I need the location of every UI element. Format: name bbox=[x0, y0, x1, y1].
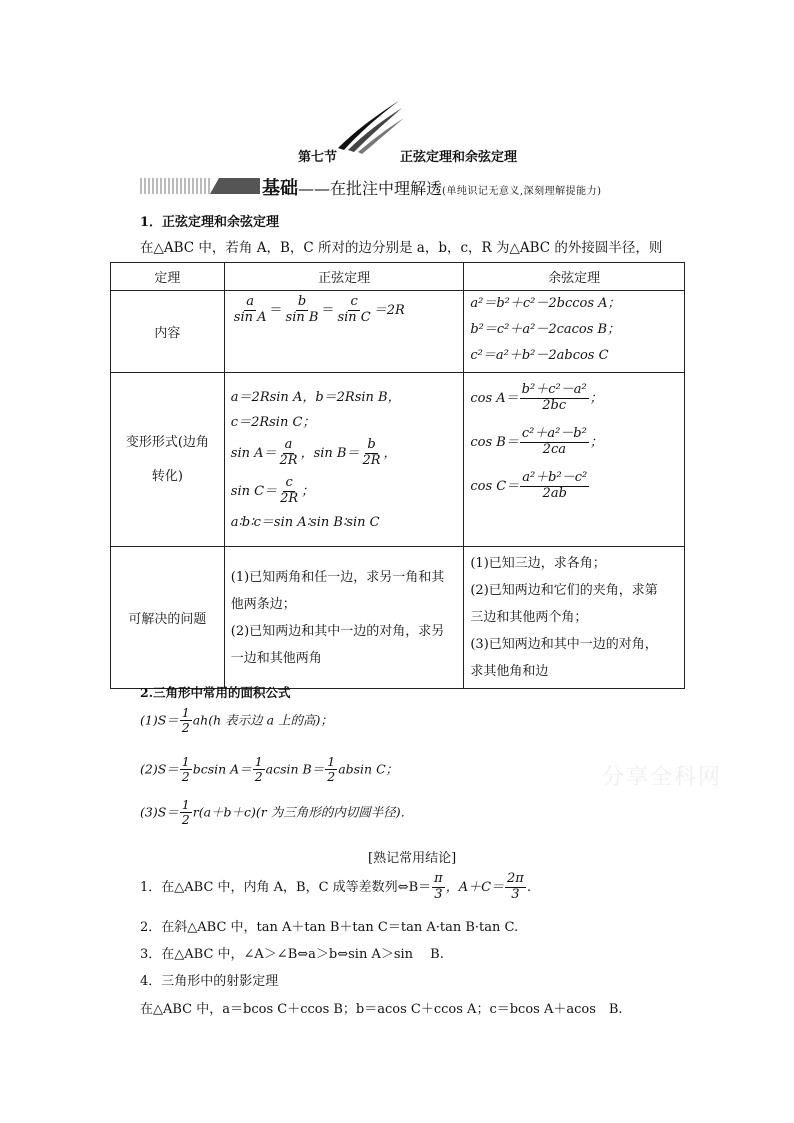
c1-mid: ，A＋C＝ bbox=[445, 879, 505, 895]
c1-post: . bbox=[526, 879, 531, 895]
sine-den-a: sin A bbox=[233, 309, 267, 325]
row-label-problems: 可解决的问题 bbox=[111, 547, 225, 689]
sine-form-4a: sin C＝ bbox=[230, 483, 278, 499]
conclusions-heading: [熟记常用结论] bbox=[368, 851, 457, 866]
swoosh-logo-icon bbox=[330, 96, 410, 156]
row-label-forms bbox=[111, 373, 225, 547]
section-1-heading: 1．正弦定理和余弦定理 bbox=[140, 215, 280, 230]
sine-form-3 bbox=[231, 435, 458, 473]
sine-law-cell bbox=[224, 291, 464, 373]
sine-forms-cell bbox=[224, 373, 464, 547]
sine-form-3c: ， bbox=[383, 445, 397, 461]
sine-form-3-den1: 2R bbox=[279, 452, 298, 468]
c1-num-2: 2π bbox=[507, 871, 524, 886]
eq-1: ＝ bbox=[269, 302, 283, 318]
cos-law-c: c²＝a²＋b²－2abcos C bbox=[470, 348, 609, 363]
sine-num-b: b bbox=[297, 294, 307, 309]
c1-den-1: 3 bbox=[434, 886, 443, 902]
f3-pre: (3)S＝ bbox=[140, 804, 179, 820]
sine-num-a: a bbox=[246, 294, 255, 309]
area-formula-2 bbox=[140, 755, 398, 785]
cosine-forms-cell bbox=[464, 373, 685, 547]
page-title: 正弦定理和余弦定理 bbox=[400, 150, 518, 165]
cos-problem-3b: 求其他角和边 bbox=[470, 664, 549, 679]
f2-num-3: 1 bbox=[327, 754, 336, 769]
banner-main: 基础 bbox=[262, 178, 298, 199]
sine-form-3-num1: a bbox=[284, 436, 293, 452]
sine-form-1: a＝2Rsin A，b＝2Rsin B， bbox=[230, 389, 401, 405]
cos-form-b-post: ； bbox=[589, 435, 603, 450]
area-formula-1 bbox=[140, 706, 333, 736]
sine-form-3a: sin A＝ bbox=[230, 445, 277, 461]
sine-problem-1: (1)已知两角和任一边，求另一角和其 bbox=[230, 569, 445, 585]
section-number: 第七节 bbox=[298, 150, 338, 165]
cos-form-a-num: b²＋c²－a² bbox=[521, 382, 587, 398]
conclusion-4: 4．三角形中的射影定理 bbox=[140, 974, 279, 989]
sine-problem-2b: 一边和其他两角 bbox=[230, 650, 322, 666]
sine-den-c: sin C bbox=[337, 309, 371, 325]
cos-form-c-pre: cos C＝ bbox=[470, 479, 520, 494]
row-label-forms-a: 变形形式(边角 bbox=[125, 434, 209, 450]
banner-note: (单纯识记无意义,深刻理解提能力) bbox=[442, 186, 602, 197]
cos-form-b bbox=[470, 421, 678, 465]
header-sine: 正弦定理 bbox=[224, 263, 464, 291]
watermark: 分享全科网 bbox=[602, 765, 723, 790]
f1-pre: (1)S＝ bbox=[140, 712, 179, 728]
cos-problem-1: (1)已知三边，求各角； bbox=[470, 556, 606, 571]
f2-num-2: 1 bbox=[254, 754, 263, 769]
f2-den-3: 2 bbox=[327, 769, 336, 785]
f1-num: 1 bbox=[181, 705, 190, 720]
cos-problem-3: (3)已知两边和其中一边的对角， bbox=[470, 637, 658, 652]
conclusion-5: 在△ABC 中，a＝bcos C＋ccos B；b＝acos C＋ccos A；c＝bcos A＋acos B. bbox=[140, 1002, 623, 1017]
sine-form-4-num: c bbox=[285, 474, 293, 490]
cos-law-b: b²＝c²＋a²－2cacos B； bbox=[470, 322, 621, 337]
cos-form-a-pre: cos A＝ bbox=[470, 391, 519, 406]
sine-form-4b: ； bbox=[301, 483, 315, 499]
sine-problem-1b: 他两条边； bbox=[230, 596, 296, 612]
table-header-row bbox=[111, 263, 685, 291]
cos-form-b-num: c²＋a²－b² bbox=[521, 426, 587, 442]
row-label-content: 内容 bbox=[111, 291, 225, 373]
table-row-problems bbox=[111, 547, 685, 689]
banner-dots bbox=[140, 178, 212, 194]
sine-problem-2: (2)已知两边和其中一边的对角，求另 bbox=[230, 623, 445, 639]
sine-form-3-num2: b bbox=[367, 436, 376, 452]
cos-form-b-pre: cos B＝ bbox=[470, 435, 519, 450]
conclusion-1 bbox=[140, 872, 531, 903]
cos-form-a-post: ； bbox=[589, 391, 603, 406]
f1-post: ah(h 表示边 a 上的高)； bbox=[192, 712, 333, 728]
cos-form-c-num: a²＋b²－c² bbox=[522, 470, 588, 486]
sine-form-3b: ，sin B＝ bbox=[300, 445, 360, 461]
banner-sub: 在批注中理解透 bbox=[330, 179, 443, 198]
f2-post: absin C； bbox=[338, 761, 399, 777]
c1-num-1: π bbox=[434, 871, 443, 886]
f2-mid-2: acsin B＝ bbox=[265, 761, 325, 777]
banner-bar bbox=[210, 178, 260, 194]
theorem-table bbox=[110, 262, 685, 689]
sine-form-3-den2: 2R bbox=[362, 452, 381, 468]
cos-problems-cell bbox=[464, 547, 685, 689]
area-formula-3 bbox=[140, 798, 413, 828]
section-2-heading: 2.三角形中常用的面积公式 bbox=[140, 685, 291, 700]
cos-form-a bbox=[470, 377, 678, 421]
sine-form-2: c＝2Rsin C； bbox=[230, 414, 316, 430]
cos-law-a: a²＝b²＋c²－2bccos A； bbox=[470, 296, 621, 311]
table-row-forms bbox=[111, 373, 685, 547]
conclusion-2: 2．在斜△ABC 中，tan A＋tan B＋tan C＝tan A·tan B·tan C. bbox=[140, 920, 519, 935]
cos-problem-2: (2)已知两边和它们的夹角，求第 bbox=[470, 583, 658, 598]
row-label-forms-b: 转化) bbox=[151, 468, 183, 484]
sine-form-4 bbox=[231, 473, 458, 511]
header-theorem: 定理 bbox=[111, 263, 225, 291]
cosine-law-cell bbox=[464, 291, 685, 373]
eq-2r: ＝2R bbox=[373, 302, 405, 318]
f1-den: 2 bbox=[181, 720, 190, 736]
f2-den-1: 2 bbox=[181, 769, 190, 785]
f3-den: 2 bbox=[181, 812, 190, 828]
eq-2: ＝ bbox=[321, 302, 335, 318]
sine-den-b: sin B bbox=[285, 309, 319, 325]
cos-form-b-den: 2ca bbox=[542, 442, 566, 457]
f2-den-2: 2 bbox=[254, 769, 263, 785]
f2-num-1: 1 bbox=[181, 754, 190, 769]
f2-mid-1: bcsin A＝ bbox=[192, 761, 252, 777]
sine-problems-cell bbox=[224, 547, 464, 689]
c1-pre: 1．在△ABC 中，内角 A，B，C 成等差数列⇔B＝ bbox=[140, 879, 432, 895]
banner-dash: —— bbox=[298, 179, 330, 198]
banner bbox=[262, 174, 602, 200]
header-cosine: 余弦定理 bbox=[464, 263, 685, 291]
cos-problem-2b: 三边和其他两个角； bbox=[470, 610, 588, 625]
cos-form-c-den: 2ab bbox=[542, 486, 567, 501]
sine-form-5: a∶b∶c＝sin A∶sin B∶sin C bbox=[230, 514, 380, 530]
table-row-content bbox=[111, 291, 685, 373]
f2-pre: (2)S＝ bbox=[140, 761, 179, 777]
cos-form-a-den: 2bc bbox=[542, 398, 567, 413]
f3-num: 1 bbox=[181, 797, 190, 812]
c1-den-2: 3 bbox=[511, 886, 520, 902]
section-1-intro: 在△ABC 中，若角 A，B，C 所对的边分别是 a，b，c，R 为△ABC 的外接圆半径，则 bbox=[140, 240, 663, 256]
f3-post: r(a＋b＋c)(r 为三角形的内切圆半径)． bbox=[192, 804, 414, 820]
conclusion-3: 3．在△ABC 中，∠A＞∠B⇔a＞b⇔sin A＞sin B. bbox=[140, 947, 444, 962]
sine-num-c: c bbox=[350, 294, 358, 309]
cos-form-c bbox=[470, 465, 678, 509]
sine-form-4-den: 2R bbox=[280, 490, 299, 506]
